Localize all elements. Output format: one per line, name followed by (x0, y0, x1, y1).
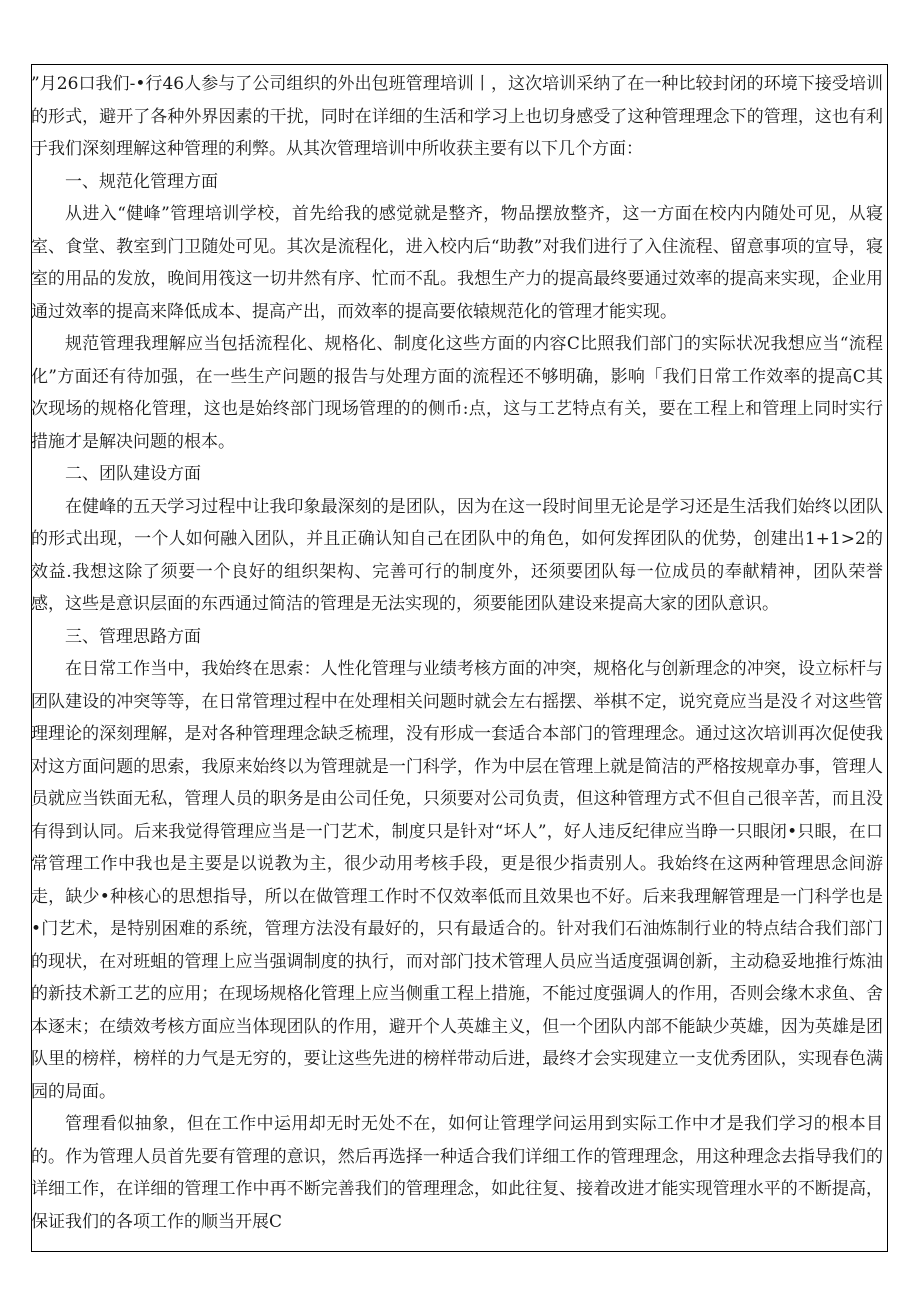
section-heading-standardization: 一、规范化管理方面 (65, 171, 218, 192)
document-body (31, 68, 883, 1238)
standardization-paragraph-2: 规范管理我理解应当包括流程化、规格化、制度化这些方面的内容C比照我们部门的实际状况我想应当“流程化”方面还有待加强，在一些生产问题的报告与处理方面的流程还不够明确，影响「我们日常工作效率的提高C其次现场的规格化管理，这也是始终部门现场管理的的侧币:点，这与工艺特点有关，要在工程上和管理上同时实行措施才是解决问题的根本。 (31, 334, 883, 452)
conclusion-paragraph: 管理看似抽象，但在工作中运用却无时无处不在，如何让管理学问运用到实际工作中才是我们学习的根本目的。作为管理人员首先要有管理的意识，然后再选择一种适合我们详细工作的管理理念，用这种理念去指导我们的详细工作，在详细的管理工作中再不断完善我们的管理理念，如此往复、接着改进才能实现管理水平的不断提高，保证我们的各项工作的顺当开展C (31, 1114, 883, 1232)
teamwork-paragraph: 在健峰的五天学习过程中让我印象最深刻的是团队，因为在这一段时间里无论是学习还是生活我们始终以团队的形式出现，一个人如何融入团队，并且正确认知自己在团队中的角色，如何发挥团队的优势，创建出1+1>2的效益.我想这除了须要一个良好的组织架构、完善可行的制度外，还须要团队每一位成员的奉献精神，团队荣誉感，这些是意识层面的东西通过简洁的管理是无法实现的，须要能团队建设来提高大家的团队意识。 (31, 496, 883, 614)
section-heading-teamwork: 二、团队建设方面 (65, 464, 201, 484)
management-thinking-paragraph: 在日常工作当中，我始终在思索：人性化管理与业绩考核方面的冲突，规格化与创新理念的冲突，设立标杆与团队建设的冲突等等，在日常管理过程中在处理相关问题时就会左右摇摆、举棋不定，说究竟应当是没彳对这些管理理论的深刻理解，是对各种管理理念缺乏梳理，没有形成一套适合本部门的管理理念。通过这次培训再次促使我对这方面问题的思索，我原来始终以为管理就是一门科学，作为中层在管理上就是简洁的严格按规章办事，管理人员就应当铁面无私，管理人员的职务是由公司任免，只须要对公司负责，但这种管理方式不但自己很辛苦，而且没有得到认同。后来我觉得管理应当是一门艺术，制度只是针对“坏人”，好人违反纪律应当睁一只眼闭•只眼，在口常管理工作中我也是主要是以说教为主，很少动用考核手段，更是很少指责别人。我始终在这两种管理思念间游走，缺少•种核心的思想指导，所以在做管理工作时不仅效率低而且效果也不好。后来我理解管理是一门科学也是•门艺术，是特别困难的系统，管理方法没有最好的，只有最适合的。针对我们石油炼制行业的特点结合我们部门的现状，在对班蛆的管理上应当强调制度的执行，而对部门技术管理人员应当适度强调创新，主动稳妥地推行炼油的新技术新工艺的应用；在现场规格化管理上应当侧重工程上措施，不能过度强调人的作用，否则会缘木求鱼、舍本逐末；在绩效考核方面应当体现团队的作用，避开个人英雄主义，但一个团队内部不能缺少英雄，因为英雄是团队里的榜样，榜样的力气是无穷的，要让这些先进的榜样带动后进，最终才会实现建立一支优秀团队，实现春色满园的局面。 (31, 659, 883, 1102)
standardization-paragraph-1: 从进入“健峰”管理培训学校，首先给我的感觉就是整齐，物品摆放整齐，这一方面在校内内随处可见，从寝室、食堂、教室到门卫随处可见。其次是流程化，进入校内后“助教”对我们进行了入住流程、留意事项的宣导，寝室的用品的发放，晚间用筏这一切井然有序、忙而不乱。我想生产力的提高最终要通过效率的提高来实现，企业用通过效率的提高来降低成本、提高产出，而效率的提高要依辕规范化的管理才能实现。 (31, 204, 883, 322)
intro-paragraph: ”月26口我们-•行46人参与了公司组织的外出包班管理培训丨，这次培训采纳了在一种比较封闭的环境下接受培训的形式，避开了各种外界因素的干扰，同时在详细的生活和学习上也切身感受了这种管理理念下的管理，这也有利于我们深刻理解这种管理的利弊。从其次管理培训中所收获主要有以下几个方面： (31, 74, 883, 159)
section-heading-management-thinking: 三、管理思路方面 (65, 626, 201, 647)
